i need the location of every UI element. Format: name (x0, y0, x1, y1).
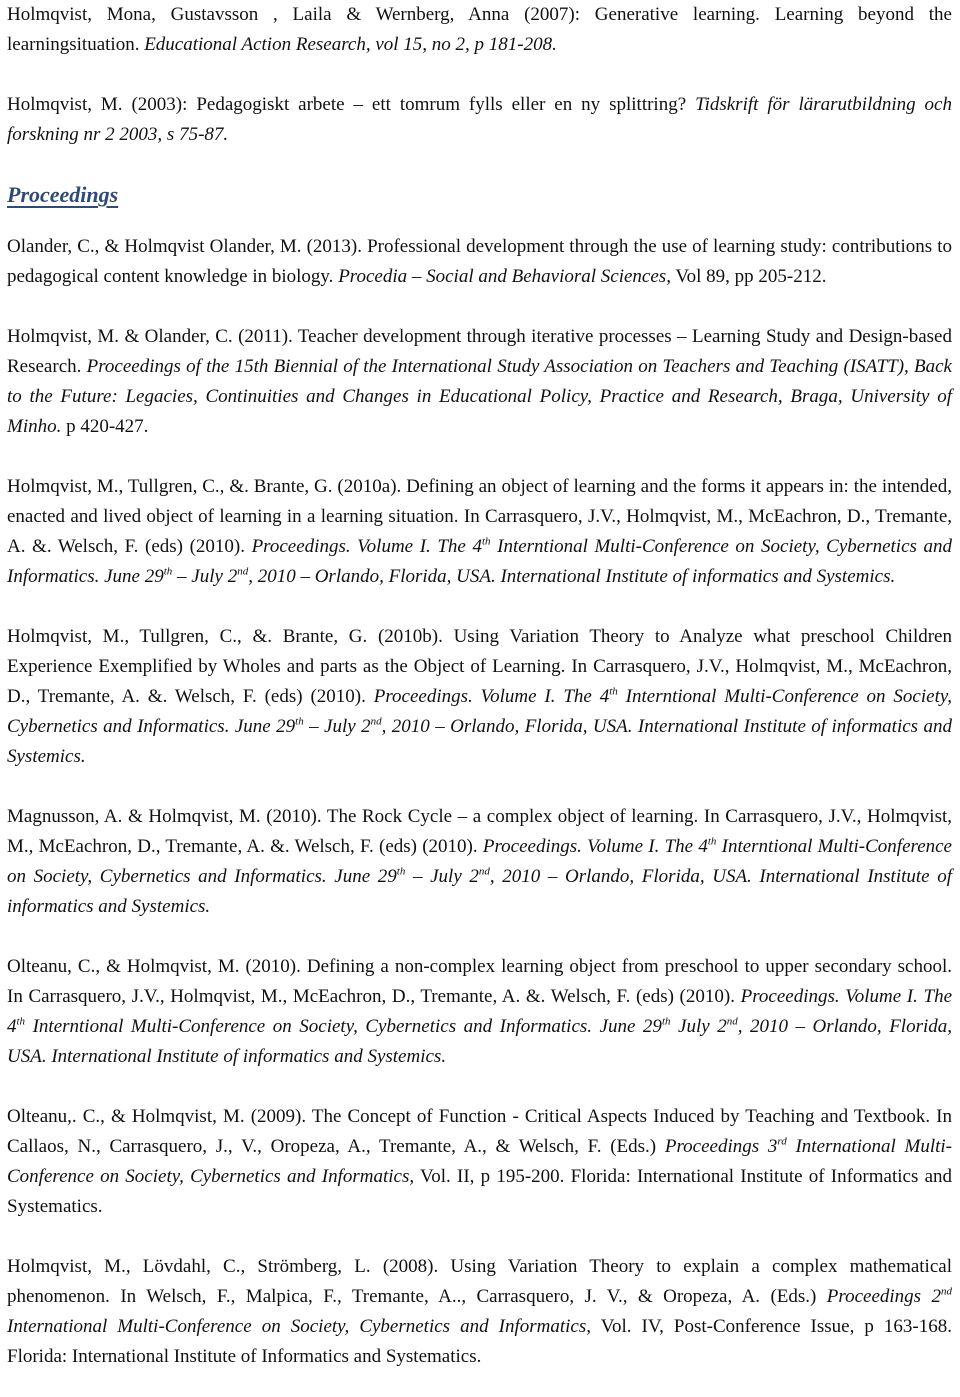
conf-part: , 2010 – Orlando, Florida, USA. International Institute of informatics and Systemics. (7, 716, 952, 767)
reference-entry (7, 952, 952, 1072)
reference-source: Procedia – Social and Behavioral Sciences, (338, 266, 671, 287)
conf-part: Proceedings 2 (826, 1286, 941, 1307)
superscript: th (707, 835, 717, 848)
reference-authors: Olteanu, C., & Holmqvist, M. (2010). Defining a non-complex learning object from preschool to upper secondary school. In Carrasquero, J.V., Holmqvist, M., McEachron, D., Tremante, A. &. Welsch, F. (eds) (2010). (7, 956, 952, 1007)
reference-source: Tidskrift för lärarutbildning och forskning nr 2 2003, s 75-87. (7, 94, 952, 145)
reference-entry (7, 472, 952, 592)
spacer (7, 922, 952, 952)
superscript: th (16, 1015, 26, 1028)
superscript: nd (940, 1285, 952, 1298)
spacer (7, 442, 952, 472)
conf-part: Proceedings 3 (664, 1136, 778, 1157)
conf-part: Interntional Multi-Conference on Society, Cybernetics and Informatics. June 29 (7, 836, 952, 887)
conf-part: – July 2 (303, 716, 371, 737)
conf-part: International Multi-Conference on Society, Cybernetics and Informatics, (7, 1136, 952, 1187)
reference-authors: Holmqvist, Mona, Gustavsson , Laila & Wernberg, Anna (2007): Generative learning. Learning beyond the learningsituation. (7, 4, 952, 55)
spacer (7, 60, 952, 90)
conf-part: , 2010 – Orlando, Florida, USA. International Institute of informatics and Systemics. (248, 566, 896, 587)
superscript: nd (478, 865, 490, 878)
reference-authors: Holmqvist, M. & Olander, C. (2011). Teacher development through iterative processes – Learning Study and Design-based Research. (7, 326, 952, 377)
conf-part: Interntional Multi-Conference on Society, Cybernetics and Informatics. June 29 (7, 536, 953, 587)
reference-source: Proceedings of the 15th Biennial of the International Study Association on Teachers and Teaching (ISATT), Back to the Future: Legacies, Continuities and Changes in Educational Policy, Practice and Research, Braga, University of Minho. (7, 356, 952, 437)
reference-tail: Vol 89, pp 205-212. (670, 266, 827, 287)
conf-part: Proceedings. Volume I. The 4 (373, 686, 610, 707)
conf-part: Proceedings. Volume I. The 4 (482, 836, 708, 857)
conf-part: July 2 (670, 1016, 727, 1037)
conf-part: , 2010 – Orlando, Florida, USA. International Institute of informatics and Systemics. (7, 1016, 952, 1067)
conf-part: Proceedings. Volume I. The 4 (251, 536, 482, 557)
reference-entry (7, 90, 952, 150)
superscript: nd (237, 565, 249, 578)
section-heading-proceedings: Proceedings (7, 182, 119, 207)
conf-part: – July 2 (172, 566, 238, 587)
reference-tail: p 420-427. (61, 416, 149, 437)
reference-authors: Holmqvist, M. (2003): Pedagogiskt arbete – ett tomrum fylls eller en ny splittring? (7, 94, 696, 115)
conf-part: Proceedings. Volume I. The 4 (7, 986, 952, 1037)
spacer (7, 772, 952, 802)
reference-entry (7, 322, 952, 442)
reference-entry (7, 1102, 952, 1222)
reference-authors: Holmqvist, M., Lövdahl, C., Strömberg, L. (2008). Using Variation Theory to explain a complex mathematical phenomenon. In Welsch, F., Malpica, F., Tremante, A.., Carrasquero, J. V., & Oropeza, A. (Eds.) (7, 1256, 952, 1307)
reference-entry (7, 622, 952, 772)
conf-part: – July 2 (405, 866, 479, 887)
superscript: nd (370, 715, 382, 728)
superscript: th (661, 1015, 671, 1028)
reference-entry (7, 802, 952, 922)
spacer (7, 210, 952, 232)
reference-authors: Olander, C., & Holmqvist Olander, M. (2013). Professional development through the use of learning study: contributions to pedagogical content knowledge in biology. (7, 236, 952, 287)
spacer (7, 292, 952, 322)
reference-entry (7, 1252, 952, 1372)
spacer (7, 592, 952, 622)
superscript: th (396, 865, 406, 878)
superscript: th (609, 685, 618, 698)
superscript: th (163, 565, 173, 578)
spacer (7, 1072, 952, 1102)
reference-authors: Olteanu,. C., & Holmqvist, M. (2009). The Concept of Function - Critical Aspects Induced by Teaching and Textbook. In Callaos, N., Carrasquero, J., V., Oropeza, A., Tremante, A., & Welsch, F. (Eds.) (7, 1106, 952, 1157)
conf-part: , 2010 – Orlando, Florida, USA. International Institute of informatics and Systemics. (7, 866, 952, 917)
reference-tail: Vol. IV, Post-Conference Issue, p 163-168. Florida: International Institute of Informatics and Systematics. (7, 1316, 952, 1367)
superscript: th (481, 535, 491, 548)
reference-authors: Holmqvist, M., Tullgren, C., &. Brante, G. (2010b). Using Variation Theory to Analyze what preschool Children Experience Exemplified by Wholes and parts as the Object of Learning. In Carrasquero, J.V., Holmqvist, M., McEachron, D., Tremante, A. &. Welsch, F. (eds) (2010). (7, 626, 952, 707)
heading-wrap (7, 150, 952, 210)
reference-authors: Holmqvist, M., Tullgren, C., &. Brante, G. (2010a). Defining an object of learning and the forms it appears in: the intended, enacted and lived object of learning in a learning situation. In Carrasquero, J.V., Holmqvist, M., McEachron, D., Tremante, A. &. Welsch, F. (eds) (2010). (7, 476, 952, 557)
reference-entry (7, 232, 952, 292)
conf-part: International Multi-Conference on Society, Cybernetics and Informatics, (7, 1316, 591, 1337)
reference-source: Educational Action Research, vol 15, no 2, p 181-208. (144, 34, 557, 55)
conf-part: Interntional Multi-Conference on Society, Cybernetics and Informatics. June 29 (25, 1016, 662, 1037)
superscript: nd (726, 1015, 738, 1028)
superscript: th (295, 715, 304, 728)
spacer (7, 1222, 952, 1252)
reference-authors: Magnusson, A. & Holmqvist, M. (2010). The Rock Cycle – a complex object of learning. In Carrasquero, J.V., Holmqvist, M., McEachron, D., Tremante, A. &. Welsch, F. (eds) (2010). (7, 806, 952, 857)
conf-part: Interntional Multi-Conference on Society, Cybernetics and Informatics. June 29 (7, 686, 952, 737)
reference-tail: Vol. II, p 195-200. Florida: International Institute of Informatics and Systematics. (7, 1166, 953, 1217)
superscript: rd (777, 1135, 787, 1148)
reference-entry (7, 0, 952, 60)
